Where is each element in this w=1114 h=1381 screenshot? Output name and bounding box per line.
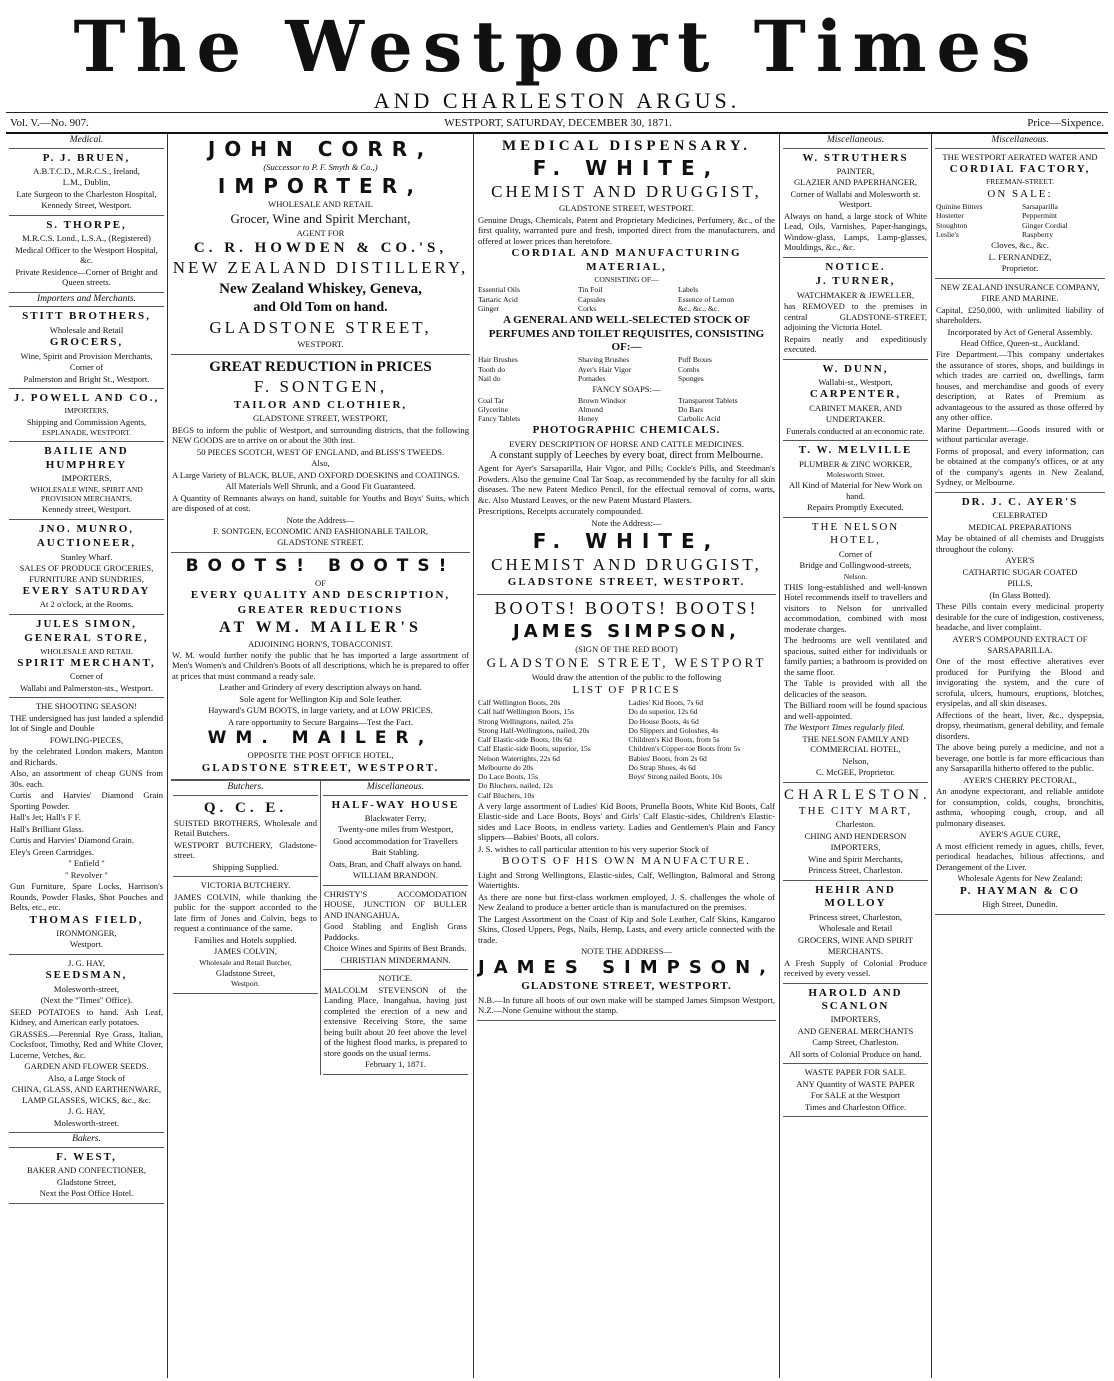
price-item: Calf Elastic-side Boots, 10s 6d (478, 735, 572, 745)
column-5 (932, 134, 1108, 1378)
butchers-subcolumn (171, 781, 321, 1075)
ad-bruen: P. J. BRUEN, A.B.T.C.D., M.R.C.S., Ireland, L.M., Dublin, Late Surgeon to the Charleston Hospital, Kennedy Street, Westport. (9, 149, 164, 216)
section-heading-medical: Medical. (9, 134, 164, 149)
column-1 (6, 134, 168, 1378)
price-item: Melbourne do 20s (478, 762, 534, 772)
price-item: Children's Copper-toe Boots from 5s (628, 744, 741, 754)
masthead-title: The Westport Times (73, 5, 1041, 88)
section-heading-miscellaneous: Miscellaneous. (783, 134, 928, 149)
ad-stitt: STITT BROTHERS, Wholesale and Retail GROCERS, Wine, Spirit and Provision Merchants, Corner of Palmerston and Bright St., Westport. (9, 307, 164, 389)
masthead-subtitle: AND CHARLESTON ARGUS. (373, 88, 741, 113)
ad-baillie: BAILIE AND HUMPHREY IMPORTERS, WHOLESALE WINE, SPIRIT AND PROVISION MERCHANTS, Kennedy street, Westport. (9, 442, 164, 519)
price-list-ladies-children (629, 698, 776, 800)
columns (6, 134, 1108, 1378)
price-list-men (478, 698, 625, 800)
price-item: Do do superior, 12s 6d (628, 707, 698, 717)
ad-hay-seedsman: J. G. HAY, SEEDSMAN, Molesworth-street, (Next the "Times" Office). SEED POTATOES to hand. Ash Leaf, Kidney, and American early potatoes. GRASSES.—Perennial Rye Grass, Italian, Cocksfoot, Timothy, Red and White Clover, Lucerne, Vetches, &c. GARDEN AND FLOWER SEEDS. Also, a Large Stock of CHINA, GLASS, AND EARTHENWARE, LAMP GLASSES, WICKS, &c., &c. J. G. HAY, Molesworth-street. (9, 955, 164, 1133)
price-item: Do House Boots, 4s 6d (628, 716, 699, 726)
column-3 (474, 134, 780, 1378)
ad-john-corr: JOHN CORR, (Successor to P. F. Smyth & Co.,) IMPORTER, WHOLESALE AND RETAIL Grocer, Wine and Spirit Merchant, AGENT FOR C. R. HOWDEN & CO.'S, NEW ZEALAND DISTILLERY, New Zealand Whiskey, Geneva, and Old Tom on hand. GLADSTONE STREET, WESTPORT. (171, 134, 470, 355)
ad-james-simpson-boots: BOOTS! BOOTS! BOOTS! JAMES SIMPSON, (SIGN OF THE RED BOOT) GLADSTONE STREET, WESTPORT Would draw the attention of the public to the following LIST OF PRICES Calf Wellington Boots, 20s Calf half Wellington Boots, 15s Strong Wellingtons, nailed, 25s Strong Half-Wellingtons, nailed, 20s Calf Elastic-side Boots, 10s 6d Calf Elastic-side Boots, superior, 15s Nelson Watertights, 22s 6d Melbourne do 20s Do Lace Boots, 15s Do Bluchers, nailed, 12s Calf Bluchers, 10s Ladies' Kid Boots, 7s 6d Do do superior, 12s 6d Do House Boots, 4s 6d Do Slippers and Goloshes, 4s Children's Kid Boots, from 5s Children's Copper-toe Boots from 5s Babies' Boots, from 2s 6d Do Strap Shoes, 4s 6d Boys' Strong nailed Boots, 10s A very large assortment of Ladies' Kid Boots, Prunella Boots, White Kid Boots, Calf Elastic-side and Lace Boots, Boys' and Girls' Calf Elastic-sides, Children's Elastic-sides and Lace Boots, in endless variety. Ladies and Gentlemen's Plain and Fancy slippers—Babies' Boots, all colors. J. S. wishes to call particular attention to his very superior Stock of BOOTS OF HIS OWN MANUFACTURE. Light and Strong Wellingtons, Elastic-sides, Calf, Wellington, Balmoral and Strong Watertights. As there are none but first-class workmen employed, J. S. challenges the whole of New Zealand to produce a better article than is manufactured on the premises. The Largest Assortment on the Coast of Kip and Sole Leather, Calf Skins, Kangaroo Skins, Closed Uppers, Pegs, Nails, Hemp, Lasts, and every article connected with the trade. NOTE THE ADDRESS— JAMES SIMPSON, GLADSTONE STREET, WESTPORT. N.B.—In future all boots of our own make will be stamped James Simpson Westport, N.Z.—None Genuine without the stamp. (477, 595, 776, 1021)
section-heading-butchers: Butchers. (173, 781, 318, 796)
ad-waste-paper: WASTE PAPER FOR SALE. ANY Quantity of WASTE PAPER For SALE at the Westport Times and Charleston Office. (783, 1064, 928, 1117)
toilet-requisites-table: Hair Brushes Shaving Brushes Puff Boxes Tooth do Ayer's Hair Vigor Combs Nail do Pomades Sponges (478, 355, 712, 383)
section-heading-bakers: Bakers. (9, 1133, 164, 1148)
ad-west-baker: F. WEST, BAKER AND CONFECTIONER, Gladstone Street, Next the Post Office Hotel. (9, 1148, 164, 1204)
ad-harold-scanlon: HAROLD AND SCANLON IMPORTERS, AND GENERAL MERCHANTS Camp Street, Charleston. All sorts of Colonial Produce on hand. (783, 984, 928, 1065)
ad-suisted-butchers: Q. C. E. SUISTED BROTHERS, Wholesale and Retail Butchers. WESTPORT BUTCHERY, Gladstone-street. Shipping Supplied. (173, 796, 318, 878)
price-item: Do Slippers and Goloshes, 4s (628, 725, 719, 735)
price-item: Do Strap Shoes, 4s 6d (628, 762, 696, 772)
ad-hehir-molloy: HEHIR AND MOLLOY Princess street, Charleston, Wholesale and Retail GROCERS, WINE AND SPIRIT MERCHANTS. A Fresh Supply of Colonial Produce received by every vessel. (783, 881, 928, 984)
price-item: Calf Wellington Boots, 20s (478, 698, 561, 708)
cordial-materials-table: Essential Oils Tin Foil Labels Tartaric Acid Capsules Essence of Lemon Ginger Corks &c., &c., &c. (478, 285, 735, 313)
price-item: Calf Elastic-side Boots, superior, 15s (478, 744, 591, 754)
volume-number: Vol. V.—No. 907. (10, 116, 89, 129)
price-item: Do Lace Boots, 15s (478, 772, 538, 782)
ad-medical-dispensary: MEDICAL DISPENSARY. F. WHITE, CHEMIST AND DRUGGIST, GLADSTONE STREET, WESTPORT. Genuine Drugs, Chemicals, Patent and Proprietary Medicines, Perfumery, &c., of the first quality, warranted pure and fresh, imported direct from the manufacturers, and offered at lower prices than heretofore. CORDIAL AND MANUFACTURING MATERIAL, CONSISTING OF— Essential Oils Tin Foil Labels Tartaric Acid Capsules Essence of Lemon Ginger Corks &c., &c., &c. A GENERAL AND WELL-SELECTED STOCK OF PERFUMES AND TOILET REQUISITES, CONSISTING OF:— Hair Brushes Shaving Brushes Puff Boxes Tooth do Ayer's Hair Vigor Combs Nail do Pomades Sponges FANCY SOAPS:— Coal Tar Brown Windsor Transparent Tablets Glycerine Almond Do Bars Fancy Tablets Honey Carbolic Acid PHOTOGRAPHIC CHEMICALS. EVERY DESCRIPTION OF HORSE AND CATTLE MEDICINES. A constant supply of Leeches by every boat, direct from Melbourne. Agent for Ayer's Sarsaparilla, Hair Vigor, and Pills; Cockle's Pills, and Steedman's Powders. Also the genuine Coal Tar Soap, as recommended by the faculty for all skin diseases. The new Patent Medico Pencil, for the effectual removal of corns, warts, &c. Also Mustard Leaves, or the new Patent Mustard Plasters. Prescriptions, Receipts accurately compounded. Note the Address:— F. WHITE, CHEMIST AND DRUGGIST, GLADSTONE STREET, WESTPORT. (477, 134, 776, 595)
price-item: Do Bluchers, nailed, 12s (478, 781, 553, 791)
ad-thorpe: S. THORPE, M.R.C.S. Lond., L.S.A., (Registered) Medical Officer to the Westport Hospital, &c. Private Residence—Corner of Bright and Queen streets. (9, 216, 164, 293)
issue-date: WESTPORT, SATURDAY, DECEMBER 30, 1871. (444, 116, 672, 129)
price-item: Nelson Watertights, 22s 6d (478, 753, 560, 763)
ad-stevenson-notice: NOTICE. MALCOLM STEVENSON of the Landing Place, Inangahua, having just completed the erection of a new and extensive Receiving Store, the same being built about 20 feet above the level of the highest flood marks, is prepared to store goods on the usual terms. February 1, 1871. (323, 970, 468, 1074)
dateline (6, 112, 1108, 134)
ad-halfway-house: HALF-WAY HOUSE Blackwater Ferry, Twenty-one miles from Westport, Good accommodation for Travellers Bait Stabling. Oats, Bran, and Chaff always on hand. WILLIAM BRANDON. (323, 796, 468, 886)
ad-aerated-water: THE WESTPORT AERATED WATER AND CORDIAL FACTORY, FREEMAN-STREET. ON SALE: Quinine Bitters Sarsaparilla Hostetter Peppermint Stoughton Ginger Cordial Leslie's Raspberry Cloves, &c., &c. L. FERNANDEZ, Proprietor. (935, 149, 1105, 279)
ad-charleston-city-mart: CHARLESTON. THE CITY MART, Charleston. CHING AND HENDERSON IMPORTERS, Wine and Spirit Merchants, Princess Street, Charleston. (783, 783, 928, 881)
ad-nelson-hotel: THE NELSON HOTEL, Corner of Bridge and Collingwood-streets, Nelson. THIS long-established and well-known Hotel recommends itself to travellers and visitors to Nelson for unrivalled accommodation, combined with most moderate charges. The bedrooms are well ventilated and spacious, suited either for individuals or family parties; a bathroom is provided on the same floor. The Table is provided with all the delicacies of the season. The Billiard room will be found spacious and well-appointed. The Westport Times regularly filed. THE NELSON FAMILY AND COMMERCIAL HOTEL, Nelson, C. McGEE, Proprietor. (783, 518, 928, 783)
ad-shooting-season: THE SHOOTING SEASON! THE undersigned has just landed a splendid lot of Single and Double FOWLING-PIECES, by the celebrated London makers, Manton and Richards. Also, an assortment of cheap GUNS from 30s. each. Curtis and Harvies' Diamond Grain Sporting Powder. Hall's Jet; Hall's F F. Hall's Brilliant Glass. Curtis and Harvies' Diamond Grain. Eley's Green Cartridges. " Enfield " " Revolver " Gun Furniture, Spare Locks, Harrison's Rounds, Powder Flasks, Shot Pouches and Belts, etc., etc. THOMAS FIELD, IRONMONGER, Westport. (9, 698, 164, 955)
price-item: Calf half Wellington Boots, 15s (478, 707, 575, 717)
aerated-products-table: Quinine Bitters Sarsaparilla Hostetter Peppermint Stoughton Ginger Cordial Leslie's Raspberry (936, 202, 1068, 239)
column-4 (780, 134, 932, 1378)
price-item: Ladies' Kid Boots, 7s 6d (628, 698, 704, 708)
ad-ayer-medicines: DR. J. C. AYER'S CELEBRATED MEDICAL PREPARATIONS May be obtained of all chemists and Druggists throughout the colony. AYER'S CATHARTIC SUGAR COATED PILLS, (In Glass Botted). These Pills contain every medicinal property desirable for the cure of indigestion, costiveness, headache, and liver complaint. AYER'S COMPOUND EXTRACT OF SARSAPARILLA. One of the most effective alteratives ever produced for Purifying the Blood and invigorating the system, and the cure of scrofula, ulcers, humours, eruptions, blotches, erysipelas, and all skin diseases. Affections of the heart, liver, &c., dyspepsia, dropsy, rheumatism, general debility, and female disorders. The above being purely a medicine, and not a beverage, one bottle is far more efficacious than any Sarsaparilla hitherto offered to the public. AYER'S CHERRY PECTORAL, An anodyne expectorant, and reliable antidote for consumption, colds, coughs, bronchitis, asthma, whooping cough, croup, and all pulmonary diseases. AYER'S AGUE CURE, A most efficient remedy in agues, chills, fever, periodical headaches, bilious affections, and Derangement of the Liver. Wholesale Agents for New Zealand: P. HAYMAN & CO High Street, Dunedin. (935, 493, 1105, 915)
ad-turner-watchmaker: NOTICE. J. TURNER, WATCHMAKER & JEWELLER, has REMOVED to the premises in central GLADSTONE-STREET, adjoining the Victoria Hotel. Repairs neatly and expeditiously executed. (783, 258, 928, 360)
section-heading-miscellaneous: Miscellaneous. (935, 134, 1105, 149)
price-item: Babies' Boots, from 2s 6d (628, 753, 707, 763)
miscellaneous-subcolumn (321, 781, 470, 1075)
ad-powell: J. POWELL AND CO., IMPORTERS, Shipping and Commission Agents, ESPLANADE, WESTPORT. (9, 389, 164, 442)
price: Price—Sixpence. (1027, 116, 1104, 129)
ad-sontgen-tailor: GREAT REDUCTION in PRICES F. SONTGEN, TAILOR AND CLOTHIER, GLADSTONE STREET, WESTPORT, BEGS to inform the public of Westport, and surrounding districts, that the following NEW GOODS are to arrive on or about the 30th inst. 50 PIECES SCOTCH, WEST OF ENGLAND, and BLISS'S TWEEDS. Also, A Large Variety of BLACK, BLUE, AND OXFORD DOESKINS and COATINGS. All Materials Well Shrunk, and a Good Fit Guaranteed. A Quantity of Remnants always on hand, suitable for Youths and Boys' Suits, which are disposed of at cost. Note the Address— F. SONTGEN, ECONOMIC AND FASHIONABLE TAILOR, GLADSTONE STREET. (171, 355, 470, 553)
fancy-soaps-table: Coal Tar Brown Windsor Transparent Tablets Glycerine Almond Do Bars Fancy Tablets Honey Carbolic Acid (478, 395, 738, 424)
ad-melville-plumber: T. W. MELVILLE PLUMBER & ZINC WORKER, Molesworth Street. All Kind of Material for New Work on hand. Repairs Promptly Executed. (783, 441, 928, 518)
masthead (6, 4, 1108, 112)
ad-mailer-boots: BOOTS! BOOTS! OF EVERY QUALITY AND DESCRIPTION, GREATER REDUCTIONS AT WM. MAILER'S ADJOINING HORN'S, TOBACCONIST. W. M. would further notify the public that he has imported a large assortment of Men's Women's and Children's Boots of all descriptions, which he is prepared to offer at prices that must command a ready sale. Leather and Grindery of every description always on hand. Sole agent for Wellington Kip and Sole leather. Hayward's GUM BOOTS, in large variety, and at LOW PRICES. A rare opportunity to Secure Bargains—Test the Fact. WM. MAILER, OPPOSITE THE POST OFFICE HOTEL, GLADSTONE STREET, WESTPORT. (171, 553, 470, 780)
price-item: Children's Kid Boots, from 5s (628, 735, 720, 745)
price-item: Calf Bluchers, 10s (478, 790, 535, 800)
section-heading-miscellaneous: Miscellaneous. (323, 781, 468, 796)
butchers-miscellaneous-block (171, 780, 470, 1075)
ad-struthers-painter: W. STRUTHERS PAINTER, GLAZIER AND PAPERHANGER, Corner of Wallabi and Molesworth st. Westport. Always on hand, a large stock of White Lead, Oils, Varnishes, Paper-hangings, Window-glass, Lamps, Lamp-glasses, Mouldings, &c., &c. (783, 149, 928, 258)
ad-victoria-butchery: VICTORIA BUTCHERY. JAMES COLVIN, while thanking the public for the support accorded to the late firm of Jones and Colvin, begs to request a continuance of the same. Families and Hotels supplied. JAMES COLVIN, Wholesale and Retail Butcher, Gladstone Street, Westport. (173, 877, 318, 993)
boot-price-list (478, 698, 775, 800)
column-2 (168, 134, 474, 1378)
section-heading-importers: Importers and Merchants. (9, 293, 164, 308)
price-item: Boys' Strong nailed Boots, 10s (628, 772, 723, 782)
ad-christys-house: CHRISTY'S ACCOMODATION HOUSE, JUNCTION OF BULLER AND INANGAHUA. Good Stabling and English Grass Paddocks. Choice Wines and Spirits of Best Brands. CHRISTIAN MINDERMANN. (323, 886, 468, 970)
ad-simon: JULES SIMON, GENERAL STORE, WHOLESALE AND RETAIL SPIRIT MERCHANT, Corner of Wallabi and Palmerston-sts., Westport. (9, 615, 164, 698)
ad-munro: JNO. MUNRO, AUCTIONEER, Stanley Wharf. SALES OF PRODUCE GROCERIES, FURNITURE AND SUNDRIES, EVERY SATURDAY At 2 o'clock, at the Rooms. (9, 520, 164, 615)
price-item: Strong Wellingtons, nailed, 25s (478, 716, 574, 726)
ad-dunn-carpenter: W. DUNN, Wallabi-st., Westport, CARPENTER, CABINET MAKER, AND UNDERTAKER. Funerals conducted at an economic rate. (783, 360, 928, 442)
ad-nz-insurance: NEW ZEALAND INSURANCE COMPANY, FIRE AND MARINE. Capital, £250,000, with unlimited liability of shareholders. Incorporated by Act of General Assembly. Head Office, Queen-st., Auckland. Fire Department.—This company undertakes the assurance of stores, shops, and buildings in which trades are carried on, dwellings, farm houses, and merchandise and goods of every description, at Rates of Premium as advantageous to the assured as those offered by any other office. Marine Department.—Goods insured with or without particular average. Forms of proposal, and every information, can be obtained at the company's offices, or at any of the company's agents in New Zealand, Sydney, or Melbourne. (935, 279, 1105, 493)
price-item: Strong Half-Wellingtons, nailed, 20s (478, 725, 590, 735)
